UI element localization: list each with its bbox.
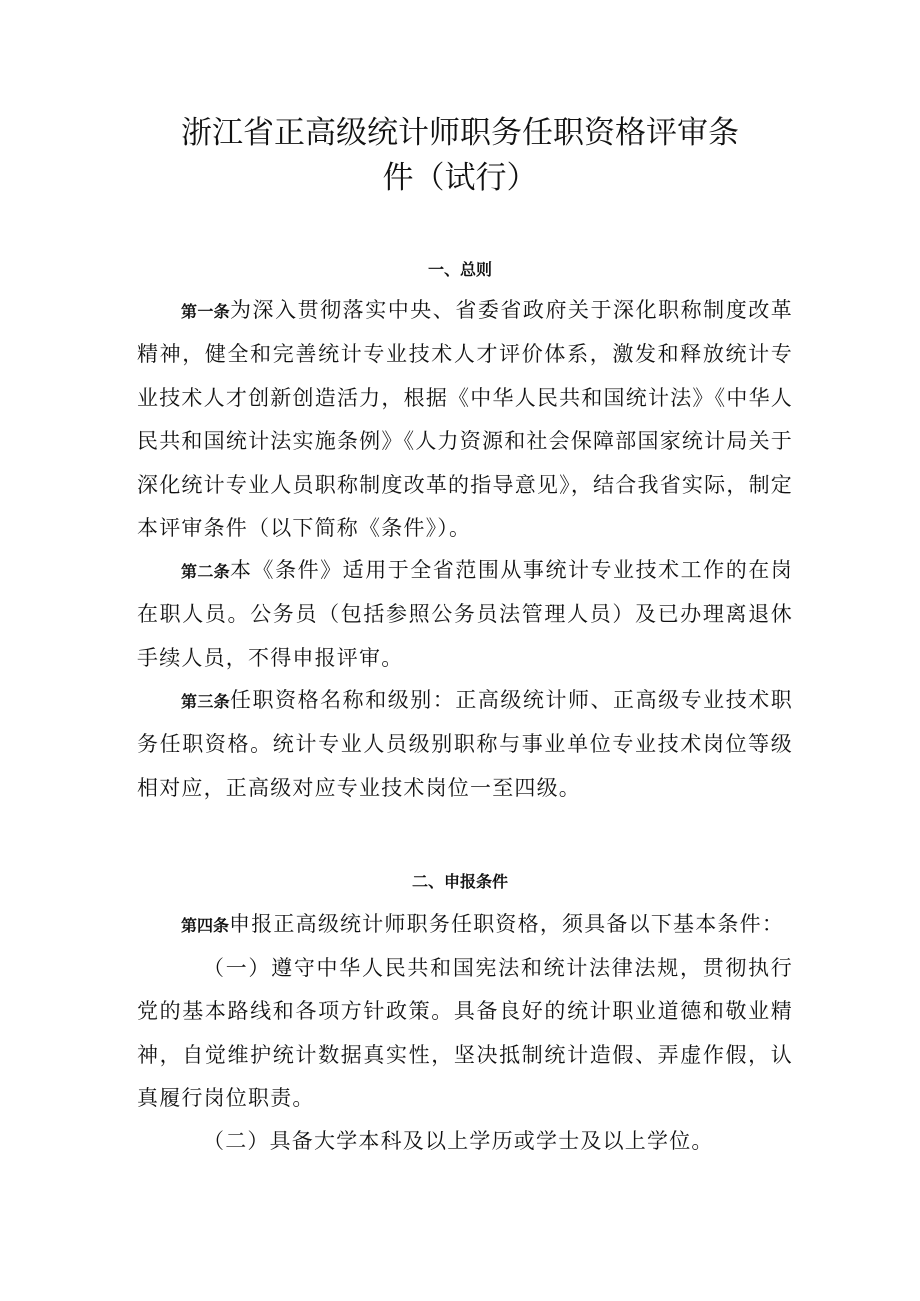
article-4 (137, 903, 793, 947)
article-2-number: 第二条 (181, 562, 230, 581)
article-4-text: 申报正高级统计师职务任职资格，须具备以下基本条件： (229, 912, 785, 936)
requirement-item-2: （二）具备大学本科及以上学历或学士及以上学位。 (203, 1129, 714, 1153)
article-3 (137, 679, 793, 810)
requirement-item-1: （一）遵守中华人民共和国宪法和统计法律法规，贯彻执行党的基本路线和各项方针政策。具备良好的统计职业道德和敬业精神，自觉维护统计数据真实性，坚决抵制统计造假、弄虚作假，认真履行岗位职责。 (137, 956, 793, 1111)
article-4-number: 第四条 (181, 916, 230, 935)
article-3-number: 第三条 (181, 692, 230, 711)
article-2-text: 本《条件》适用于全省范围从事统计专业技术工作的在岗在职人员。公务员（包括参照公务员法管理人员）及已办理离退休手续人员，不得申报评审。 (137, 558, 793, 670)
article-1 (137, 289, 793, 550)
document-title-line-2: 件（试行） (382, 160, 538, 196)
section-heading-requirements: 二、申报条件 (411, 872, 508, 891)
article-1-text: 为深入贯彻落实中央、省委省政府关于深化职称制度改革精神，健全和完善统计专业技术人才评价体系，激发和释放统计专业技术人才创新创造活力，根据《中华人民共和国统计法》《中华人民共和国统计法实施条例》《人力资源和社会保障部国家统计局关于深化统计专业人员职称制度改革的指导意见》，结合我省实际，制定本评审条件（以下简称《条件》）。 (137, 298, 793, 541)
article-2 (137, 549, 793, 680)
document-title-line-1: 浙江省正高级统计师职务任职资格评审条 (181, 115, 739, 151)
article-3-text: 任职资格名称和级别：正高级统计师、正高级专业技术职务任职资格。统计专业人员级别职称与事业单位专业技术岗位等级相对应，正高级对应专业技术岗位一至四级。 (137, 688, 793, 800)
section-heading-general: 一、总则 (427, 260, 492, 279)
article-1-number: 第一条 (181, 302, 230, 321)
